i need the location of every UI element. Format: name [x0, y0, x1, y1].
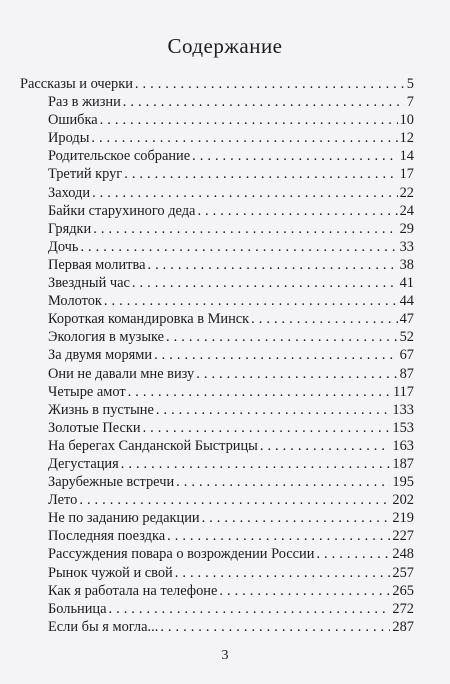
dot-leader — [128, 383, 391, 401]
toc-entry-title: Ироды — [48, 130, 90, 147]
toc-entry-page-number: 14 — [399, 148, 414, 165]
toc-entry-title: Не по заданию редакции — [48, 510, 200, 527]
toc-entry — [20, 129, 414, 147]
toc-entry — [20, 184, 414, 202]
toc-entry — [20, 220, 414, 238]
toc-entry — [20, 383, 414, 401]
toc-entry — [20, 401, 414, 419]
dot-leader — [192, 147, 397, 165]
toc-entry-title: За двумя морями — [48, 347, 153, 364]
toc-entry-title: На берегах Санданской Быстрицы — [48, 437, 258, 454]
toc-entry-title: Дегустация — [48, 455, 119, 472]
dot-leader — [135, 75, 405, 93]
toc-entry — [20, 509, 414, 527]
dot-leader — [93, 220, 397, 238]
toc-entry — [20, 545, 414, 563]
toc-entry-page-number: 195 — [392, 474, 414, 491]
dot-leader — [176, 473, 390, 491]
toc-entry-page-number: 265 — [392, 582, 414, 599]
dot-leader — [167, 527, 390, 545]
dot-leader — [91, 129, 397, 147]
toc-entry-title: Как я работала на телефоне — [48, 582, 218, 599]
toc-entry-title: Родительское собрание — [48, 148, 191, 165]
toc-entry-title: Четыре амот — [48, 383, 126, 400]
toc-entry-title: Рынок чужой и свой — [48, 564, 173, 581]
dot-leader — [124, 165, 397, 183]
toc-entry-page-number: 163 — [392, 437, 414, 454]
toc-entry-title: Заходи — [48, 184, 91, 201]
toc-entry-page-number: 44 — [399, 293, 414, 310]
toc-entry-page-number: 7 — [406, 94, 414, 111]
dot-leader — [154, 346, 398, 364]
dot-leader — [251, 310, 397, 328]
toc-entry-page-number: 29 — [399, 220, 414, 237]
toc-entry — [20, 111, 414, 129]
toc-entry — [20, 274, 414, 292]
toc-entry-page-number: 87 — [399, 365, 414, 382]
toc-entry — [20, 202, 414, 220]
toc-entry-page-number: 33 — [399, 238, 414, 255]
toc-entry — [20, 147, 414, 165]
toc-entry-page-number: 153 — [392, 419, 414, 436]
toc-entry-page-number: 202 — [392, 492, 414, 509]
dot-leader — [197, 202, 397, 220]
toc-entry-title: Грядки — [48, 220, 92, 237]
toc-entry — [20, 328, 414, 346]
dot-leader — [260, 437, 391, 455]
toc-entry-title: Звездный час — [48, 275, 130, 292]
dot-leader — [104, 292, 398, 310]
dot-leader — [219, 582, 390, 600]
toc-entry-page-number: 47 — [399, 311, 414, 328]
toc-entry-title: Третий круг — [48, 166, 123, 183]
toc-entry — [20, 292, 414, 310]
toc-entry-title: Ошибка — [48, 112, 98, 129]
dot-leader — [202, 509, 391, 527]
toc-entry-page-number: 38 — [399, 256, 414, 273]
dot-leader — [166, 328, 398, 346]
toc-entry-title: Они не давали мне визу — [48, 365, 195, 382]
toc-entry — [20, 437, 414, 455]
dot-leader — [196, 365, 397, 383]
toc-entry-title: Последняя поездка — [48, 528, 166, 545]
dot-leader — [143, 419, 391, 437]
toc-entry — [20, 527, 414, 545]
toc-entry-title: Зарубежные встречи — [48, 474, 175, 491]
toc-section-heading — [20, 75, 414, 93]
toc-entry — [20, 491, 414, 509]
toc-entry-title: Раз в жизни — [48, 94, 121, 111]
dot-leader — [80, 238, 397, 256]
toc-entry — [20, 600, 414, 618]
toc-entry-title: Рассказы и очерки — [20, 76, 133, 92]
dot-leader — [79, 491, 390, 509]
toc-entry-page-number: 133 — [392, 401, 414, 418]
toc-entry-title: Рассуждения повара о возрождении России — [48, 546, 315, 563]
dot-leader — [156, 401, 391, 419]
toc-entry-page-number: 17 — [399, 166, 414, 183]
dot-leader — [175, 564, 391, 582]
toc-entry-title: Больница — [48, 600, 107, 617]
toc-entry — [20, 473, 414, 491]
dot-leader — [147, 256, 397, 274]
toc-entry-page-number: 24 — [399, 202, 414, 219]
toc-entry-page-number: 117 — [392, 383, 414, 400]
toc-entry-title: Лето — [48, 492, 78, 509]
toc-entry-title: Жизнь в пустыне — [48, 401, 154, 418]
toc-list — [20, 75, 414, 636]
toc-entry — [20, 564, 414, 582]
dot-leader — [100, 111, 398, 129]
toc-entry-page-number: 257 — [392, 564, 414, 581]
toc-entry-page-number: 227 — [392, 528, 414, 545]
toc-entry-title: Первая молитва — [48, 256, 146, 273]
toc-entry-page-number: 41 — [399, 275, 414, 292]
toc-entry-title: Байки старухиного деда — [48, 202, 196, 219]
dot-leader — [132, 274, 398, 292]
toc-entry — [20, 346, 414, 364]
page-number: 3 — [221, 648, 229, 663]
toc-entry — [20, 165, 414, 183]
toc-entry-page-number: 5 — [406, 76, 414, 92]
toc-entry-page-number: 12 — [399, 130, 414, 147]
toc-entry-page-number: 10 — [399, 112, 414, 129]
toc-entry — [20, 365, 414, 383]
toc-entry — [20, 93, 414, 111]
toc-entry — [20, 618, 414, 636]
dot-leader — [109, 600, 391, 618]
dot-leader — [160, 618, 390, 636]
toc-entry — [20, 256, 414, 274]
toc-entry — [20, 419, 414, 437]
dot-leader — [316, 545, 390, 563]
toc-entry-title: Экология в музыке — [48, 329, 165, 346]
toc-entry-title: Дочь — [48, 238, 79, 255]
toc-entry-page-number: 67 — [399, 347, 414, 364]
dot-leader — [92, 184, 398, 202]
toc-entry-page-number: 219 — [392, 510, 414, 527]
toc-entry-page-number: 22 — [399, 184, 414, 201]
toc-entry — [20, 310, 414, 328]
toc-entry-title: Золотые Пески — [48, 419, 141, 436]
toc-entry — [20, 455, 414, 473]
dot-leader — [123, 93, 405, 111]
toc-entry-page-number: 272 — [392, 600, 414, 617]
toc-entry — [20, 582, 414, 600]
toc-entry — [20, 238, 414, 256]
toc-entry-page-number: 287 — [392, 618, 414, 635]
toc-entry-title: Короткая командировка в Минск — [48, 311, 250, 328]
toc-entry-title: Молоток — [48, 293, 102, 310]
toc-entry-page-number: 52 — [399, 329, 414, 346]
toc-title: Содержание — [167, 34, 283, 58]
dot-leader — [121, 455, 391, 473]
toc-entry-page-number: 187 — [392, 455, 414, 472]
toc-entry-title: Если бы я могла... — [48, 618, 159, 635]
toc-entry-page-number: 248 — [392, 546, 414, 563]
